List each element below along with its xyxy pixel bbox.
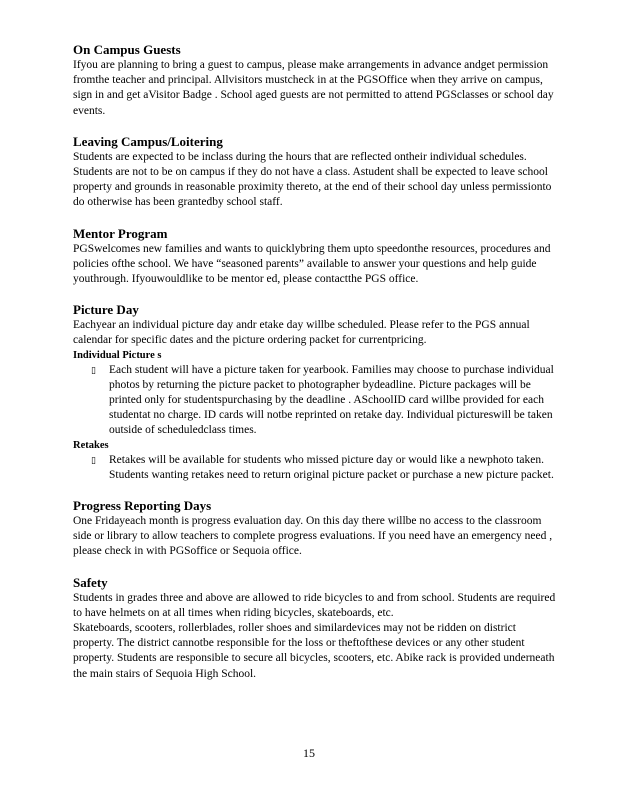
section-heading: On Campus Guests	[73, 42, 181, 57]
section-mentor-program	[73, 226, 557, 288]
subsection-heading-retakes: Retakes	[73, 439, 109, 451]
section-paragraph: One Fridayeach month is progress evaluation day. On this day there willbe no access to the classroom side or library to allow teachers to complete progress evaluations. If you need have an emergency need , please check in with PGSoffice or Sequoia office.	[73, 515, 553, 558]
section-on-campus-guests	[73, 42, 557, 119]
section-paragraph: PGSwelcomes new families and wants to quicklybring them upto speedonthe resources, procedures and policies ofthe school. We have “seasoned parents” available to answer your questions and help guide youthrough. Ifyouwouldlike to be mentor ed, please contactthe PGS office.	[73, 242, 551, 286]
section-leaving-campus	[73, 134, 557, 211]
section-heading: Progress Reporting Days	[73, 498, 212, 514]
bullet-icon: ▯	[91, 454, 96, 465]
bullet-icon: ▯	[91, 364, 96, 375]
section-heading: Leaving Campus/Loitering	[73, 133, 223, 149]
section-heading: Mentor Program	[73, 225, 168, 241]
page-number: 15	[303, 746, 315, 760]
section-safety	[73, 575, 557, 682]
document-page	[73, 42, 557, 682]
list-item	[73, 363, 557, 439]
section-progress-reporting	[73, 498, 557, 560]
section-paragraph: Skateboards, scooters, rollerblades, roller shoes and similardevices may not be ridden on district property. The district cannotbe responsible for the loss or theftofthese devices or any other student property. Students are responsible to secure all bicycles, scooters, etc. Abike rack is provided underneath the main stairs of Sequoia High School.	[73, 622, 555, 680]
list-item	[73, 453, 557, 483]
section-paragraph: Students are expected to be inclass during the hours that are reflected ontheir individual schedules. Students are not to be on campus if they do not have a class. Astudent shall be expected to leave school property and grounds in reasonable proximity thereto, at the end of their school day unless permissionto do otherwise has been grantedby school staff.	[73, 150, 552, 209]
section-paragraph: Eachyear an individual picture day andr etake day willbe scheduled. Please refer to the PGS annual calendar for specific dates and the picture ordering packet for currentpricing.	[73, 319, 530, 347]
section-paragraph: Students in grades three and above are allowed to ride bicycles to and from school. Students are required to have helmets on at all times when riding bicycles, skateboards, etc.	[73, 591, 556, 619]
list-item-text: Each student will have a picture taken for yearbook. Families may choose to purchase individual photos by returning the picture packet to photographer bydeadline. Picture packages will be printed only for studentspurchasing by the deadline . ASchoolID card willbe provided for each studentat no charge. ID cards will notbe reprinted on retake day. Individual pictureswill be taken outside of scheduledclass times.	[109, 363, 554, 437]
subsection-heading-individual-pictures: Individual Picture s	[73, 349, 162, 361]
section-paragraph: Ifyou are planning to bring a guest to campus, please make arrangements in advance andget permission fromthe teacher and principal. Allvisitors mustcheck in at the PGSOffice when they arrive on campus, sign in and get aVisitor Badge . School aged guests are not permitted to attend PGSclasses or school day events.	[73, 59, 554, 117]
section-heading: Safety	[73, 574, 108, 590]
section-picture-day	[73, 302, 557, 483]
list-item-text: Retakes will be available for students who missed picture day or would like a newphoto taken. Students wanting retakes need to return original picture packet or purchase a new picture packet.	[109, 453, 554, 481]
section-heading: Picture Day	[73, 302, 139, 318]
